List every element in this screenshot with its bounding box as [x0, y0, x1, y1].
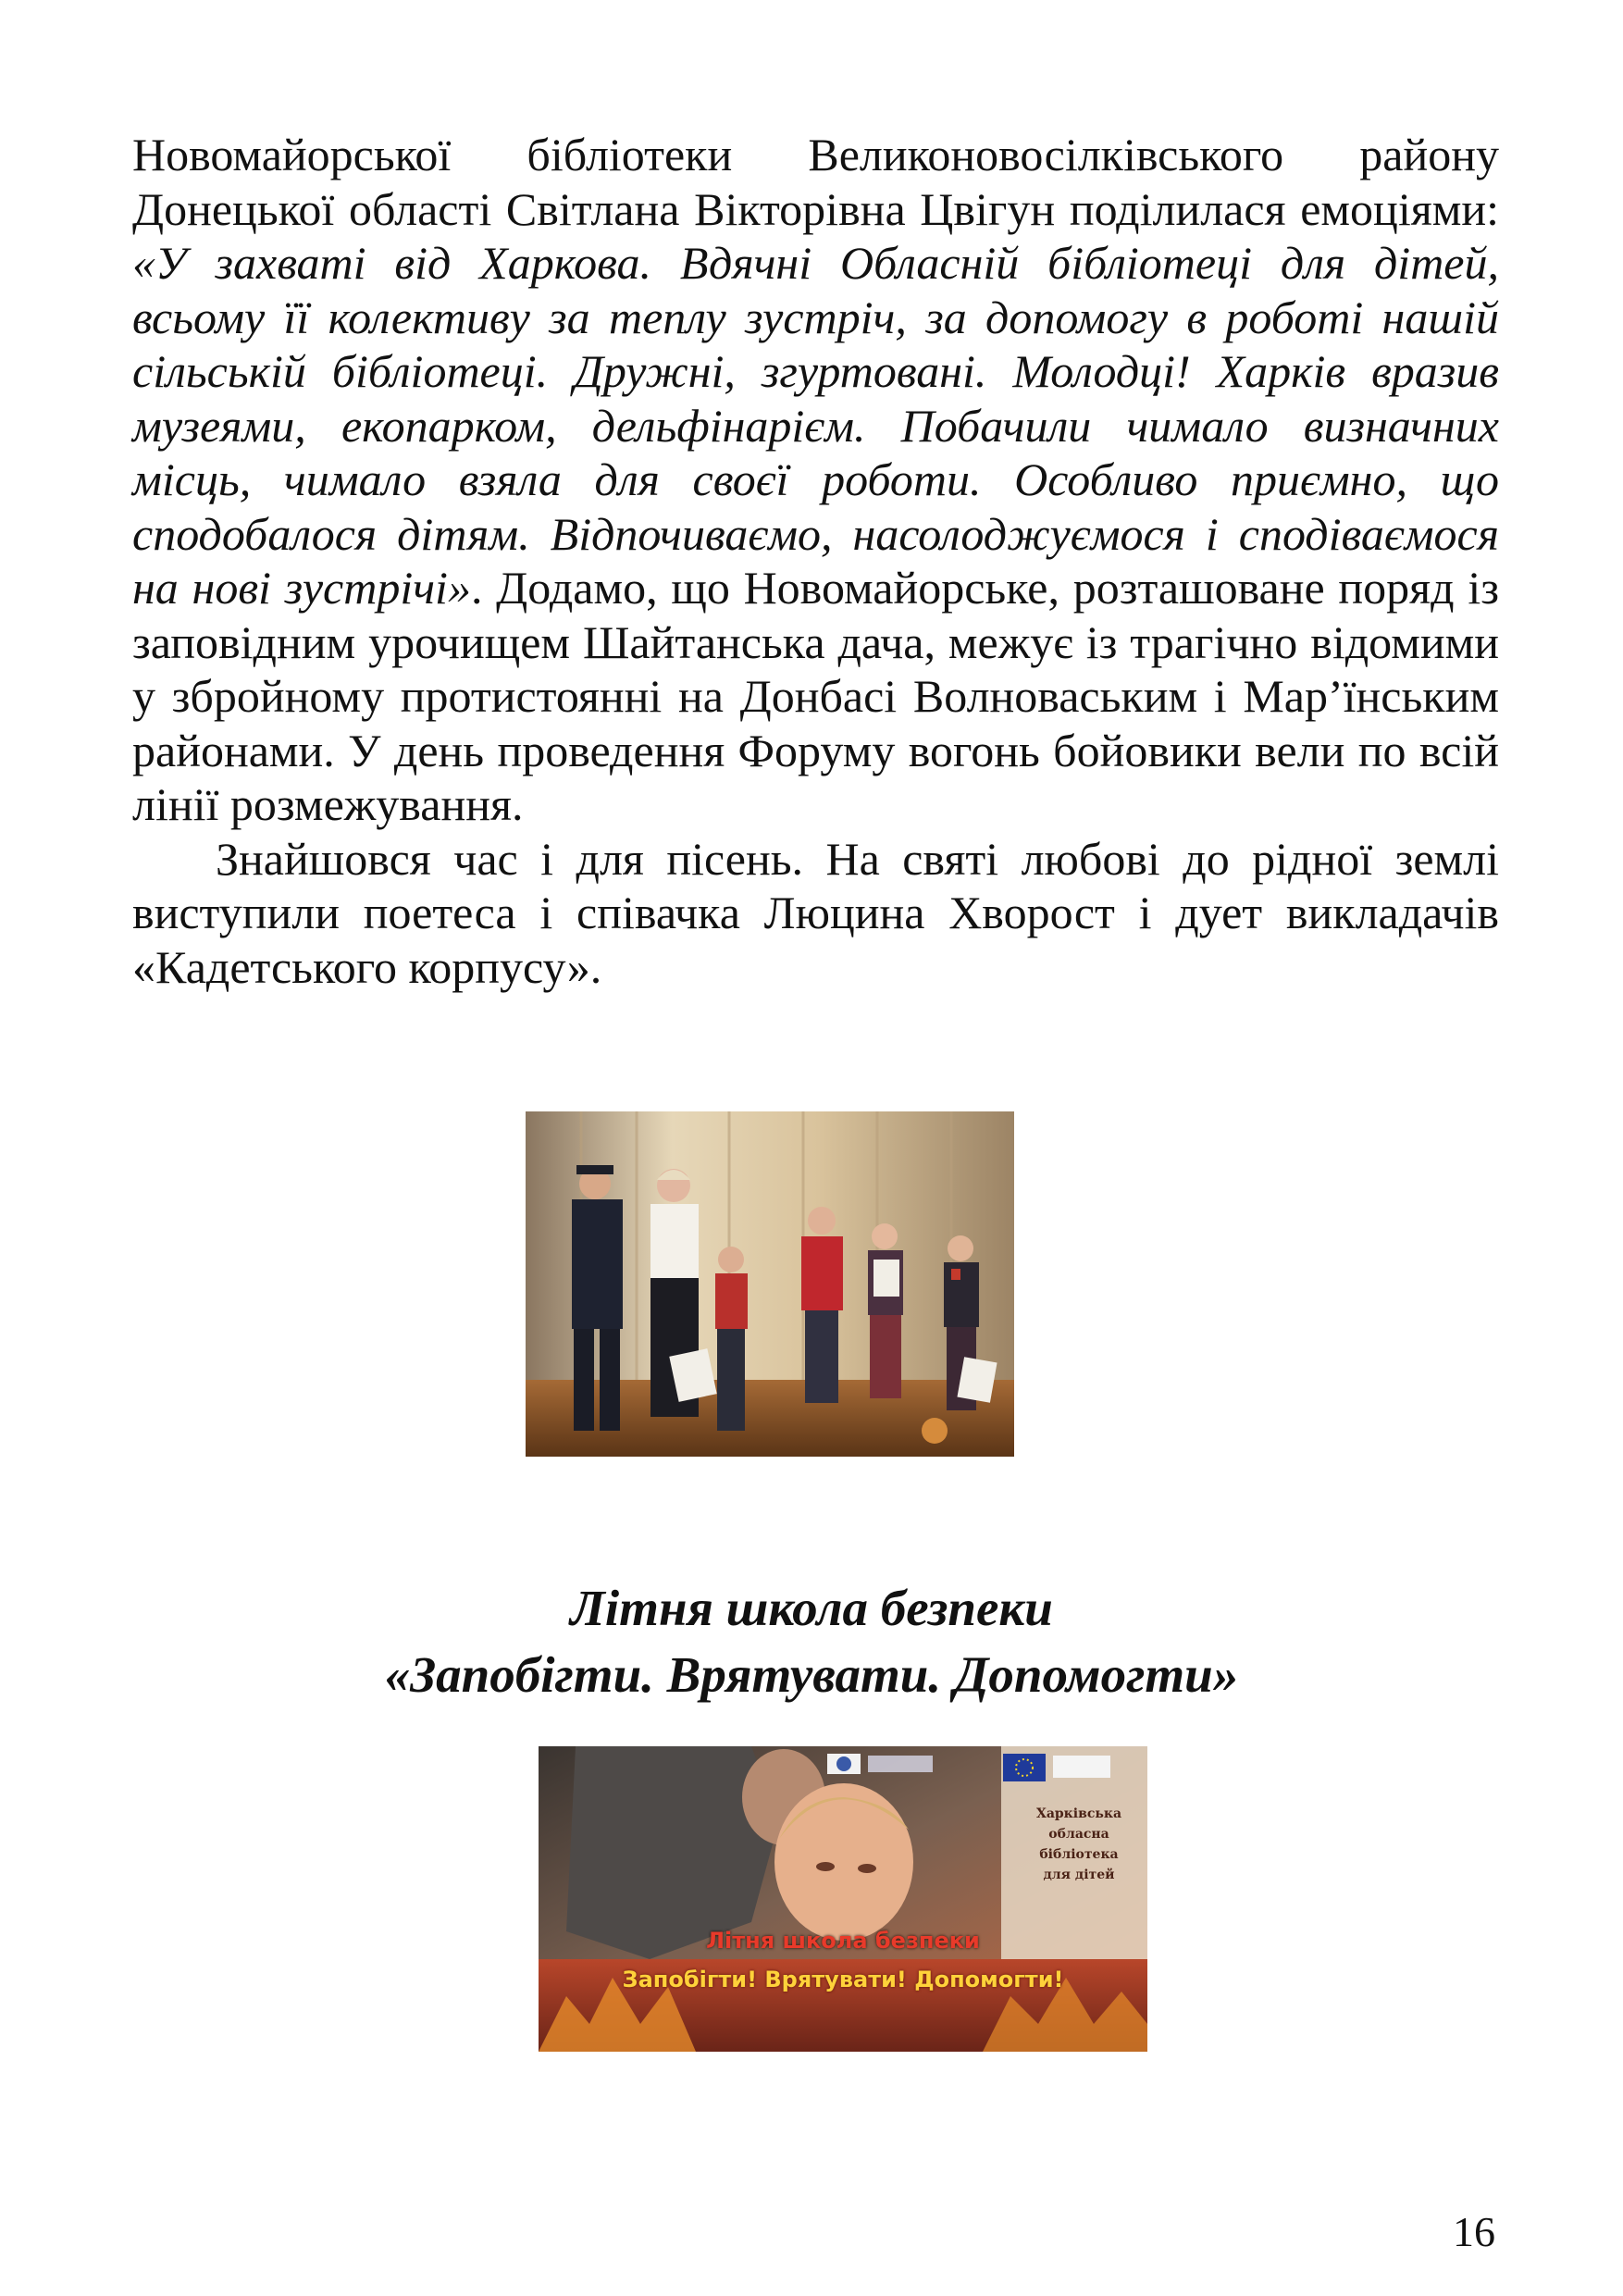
quote: «У захваті від Харкова. Вдячні Обласній бібліотеці для дітей, всьому її колективу за теплу зустріч, за допомогу в роботі нашій сільській бібліотеці. Дружні, згуртовані. Молодці! Харків вразив музеями, екопарком, дельфінарієм. Побачили чимало визначних місць, чимало взяла для своєї роботи. Особливо приємно, що сподобалося дітям. Відпочиваємо, насолоджуємося і сподіваємося на нові зустрічі» — [132, 237, 1499, 614]
paragraph-2: Знайшовся час і для пісень. На святі любові до рідної землі виступили поетеса і співачка Люцина Хворост і дует викладачів «Кадетського корпусу». — [132, 832, 1499, 993]
poster-aside-line-2: обласна — [1048, 1827, 1109, 1842]
stage-photo-image — [526, 1111, 1014, 1457]
section-title-line-1: Літня школа безпеки — [570, 1580, 1053, 1636]
poster-aside-line-1: Харківська — [1035, 1806, 1122, 1821]
poster-aside-line-3: бібліотека — [1039, 1847, 1119, 1862]
paragraph-1-intro: Новомайорської бібліотеки Великоновосілківського району Донецької області Світлана Вікторівна Цвігун поділилася емоціями: — [132, 129, 1499, 235]
stage-photo — [526, 1111, 1014, 1457]
poster-library-name — [1015, 1804, 1143, 1885]
page-number: 16 — [1453, 2208, 1495, 2255]
body-text — [132, 128, 1499, 994]
poster-aside-line-4: для дітей — [1043, 1868, 1115, 1882]
safety-school-poster — [539, 1746, 1147, 2052]
section-title-line-2: «Запобігти. Врятувати. Допомогти» — [384, 1646, 1239, 1703]
poster-artwork — [539, 1746, 1147, 2052]
poster-headline-2: Запобігти! Врятувати! Допомогти! — [622, 1967, 1064, 1992]
poster-headline-1: Літня школа безпеки — [706, 1928, 980, 1954]
paragraph-1 — [132, 128, 1499, 832]
paragraph-1-continuation: . Додамо, що Новомайорське, розташоване поряд із заповідним урочищем Шайтанська дача, межує із трагічно відомими у збройному протистоянні на Донбасі Волноваським і Мар’їнським районами. У день проведення Форуму вогонь бойовики вели по всій лінії розмежування. — [132, 562, 1499, 830]
